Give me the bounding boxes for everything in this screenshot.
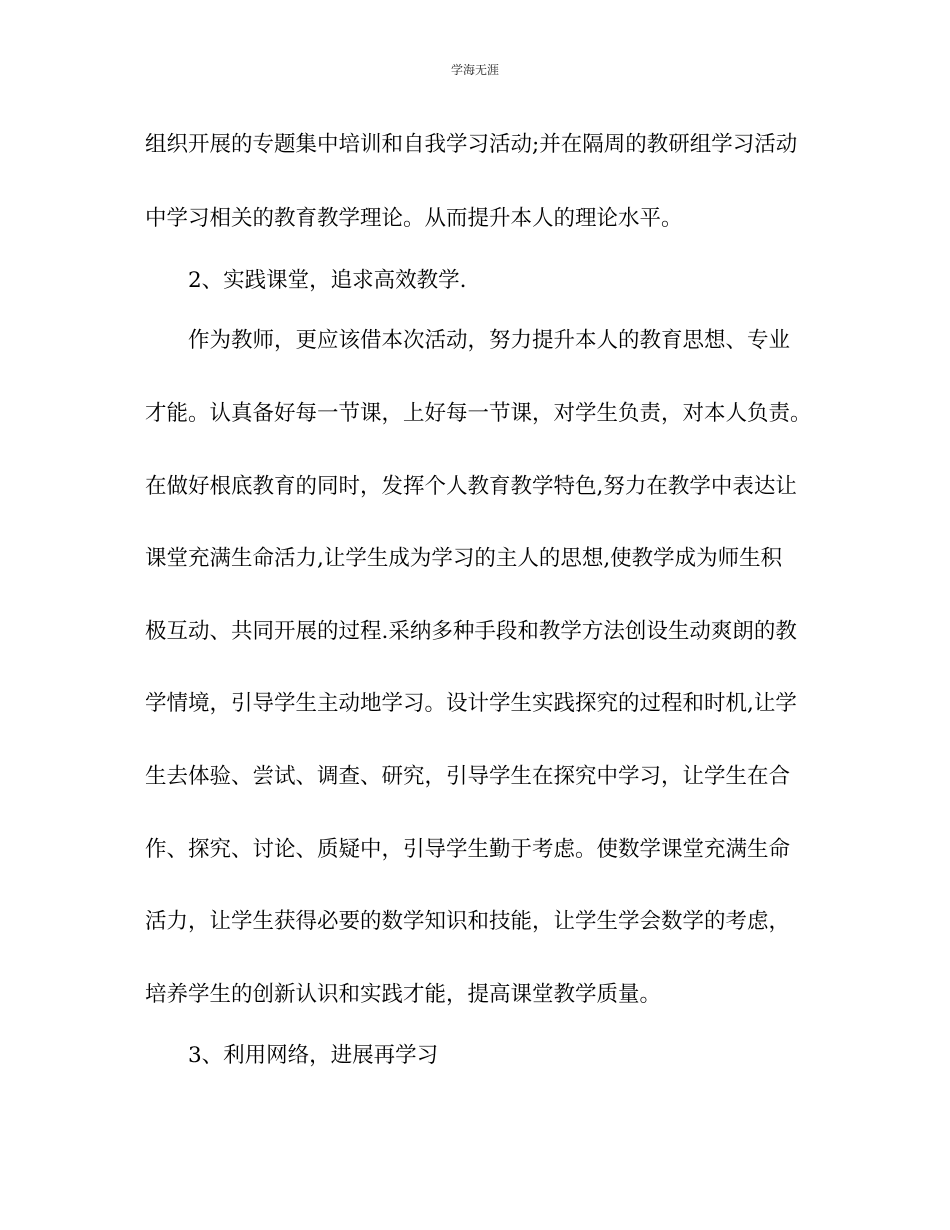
section-heading: 3、利用网络，进展再学习 [188,1043,439,1068]
page-header: 学海无涯 [450,63,499,77]
body-line: 才能。认真备好每一节课，上好每一节课，对学生负责，对本人负责。 [145,401,812,426]
body-line: 生去体验、尝试、调查、研究，引导学生在探究中学习，让学生在合 [145,764,791,789]
paragraph-first-line: 作为教师，更应该借本次活动，努力提升本人的教育思想、专业 [188,328,791,353]
body-line: 中学习相关的教育教学理论。从而提升本人的理论水平。 [145,206,683,231]
body-line: 活力，让学生获得必要的数学知识和技能，让学生学会数学的考虑， [145,909,791,934]
body-line: 组织开展的专题集中培训和自我学习活动;并在隔周的教研组学习活动 [145,132,798,157]
body-line: 在做好根底教育的同时，发挥个人教育教学特色,努力在教学中表达让 [145,474,797,499]
body-line: 作、探究、讨论、质疑中，引导学生勤于考虑。使数学课堂充满生命 [145,837,791,862]
body-line: 课堂充满生命活力,让学生成为学习的主人的思想,使教学成为师生积 [145,546,783,571]
body-line: 培养学生的创新认识和实践才能，提高课堂教学质量。 [145,982,662,1007]
body-line: 极互动、共同开展的过程.采纳多种手段和教学方法创设生动爽朗的教 [145,619,797,644]
body-line: 学情境，引导学生主动地学习。设计学生实践探究的过程和时机,让学 [145,691,797,716]
section-heading: 2、实践课堂，追求高效教学. [188,268,467,293]
